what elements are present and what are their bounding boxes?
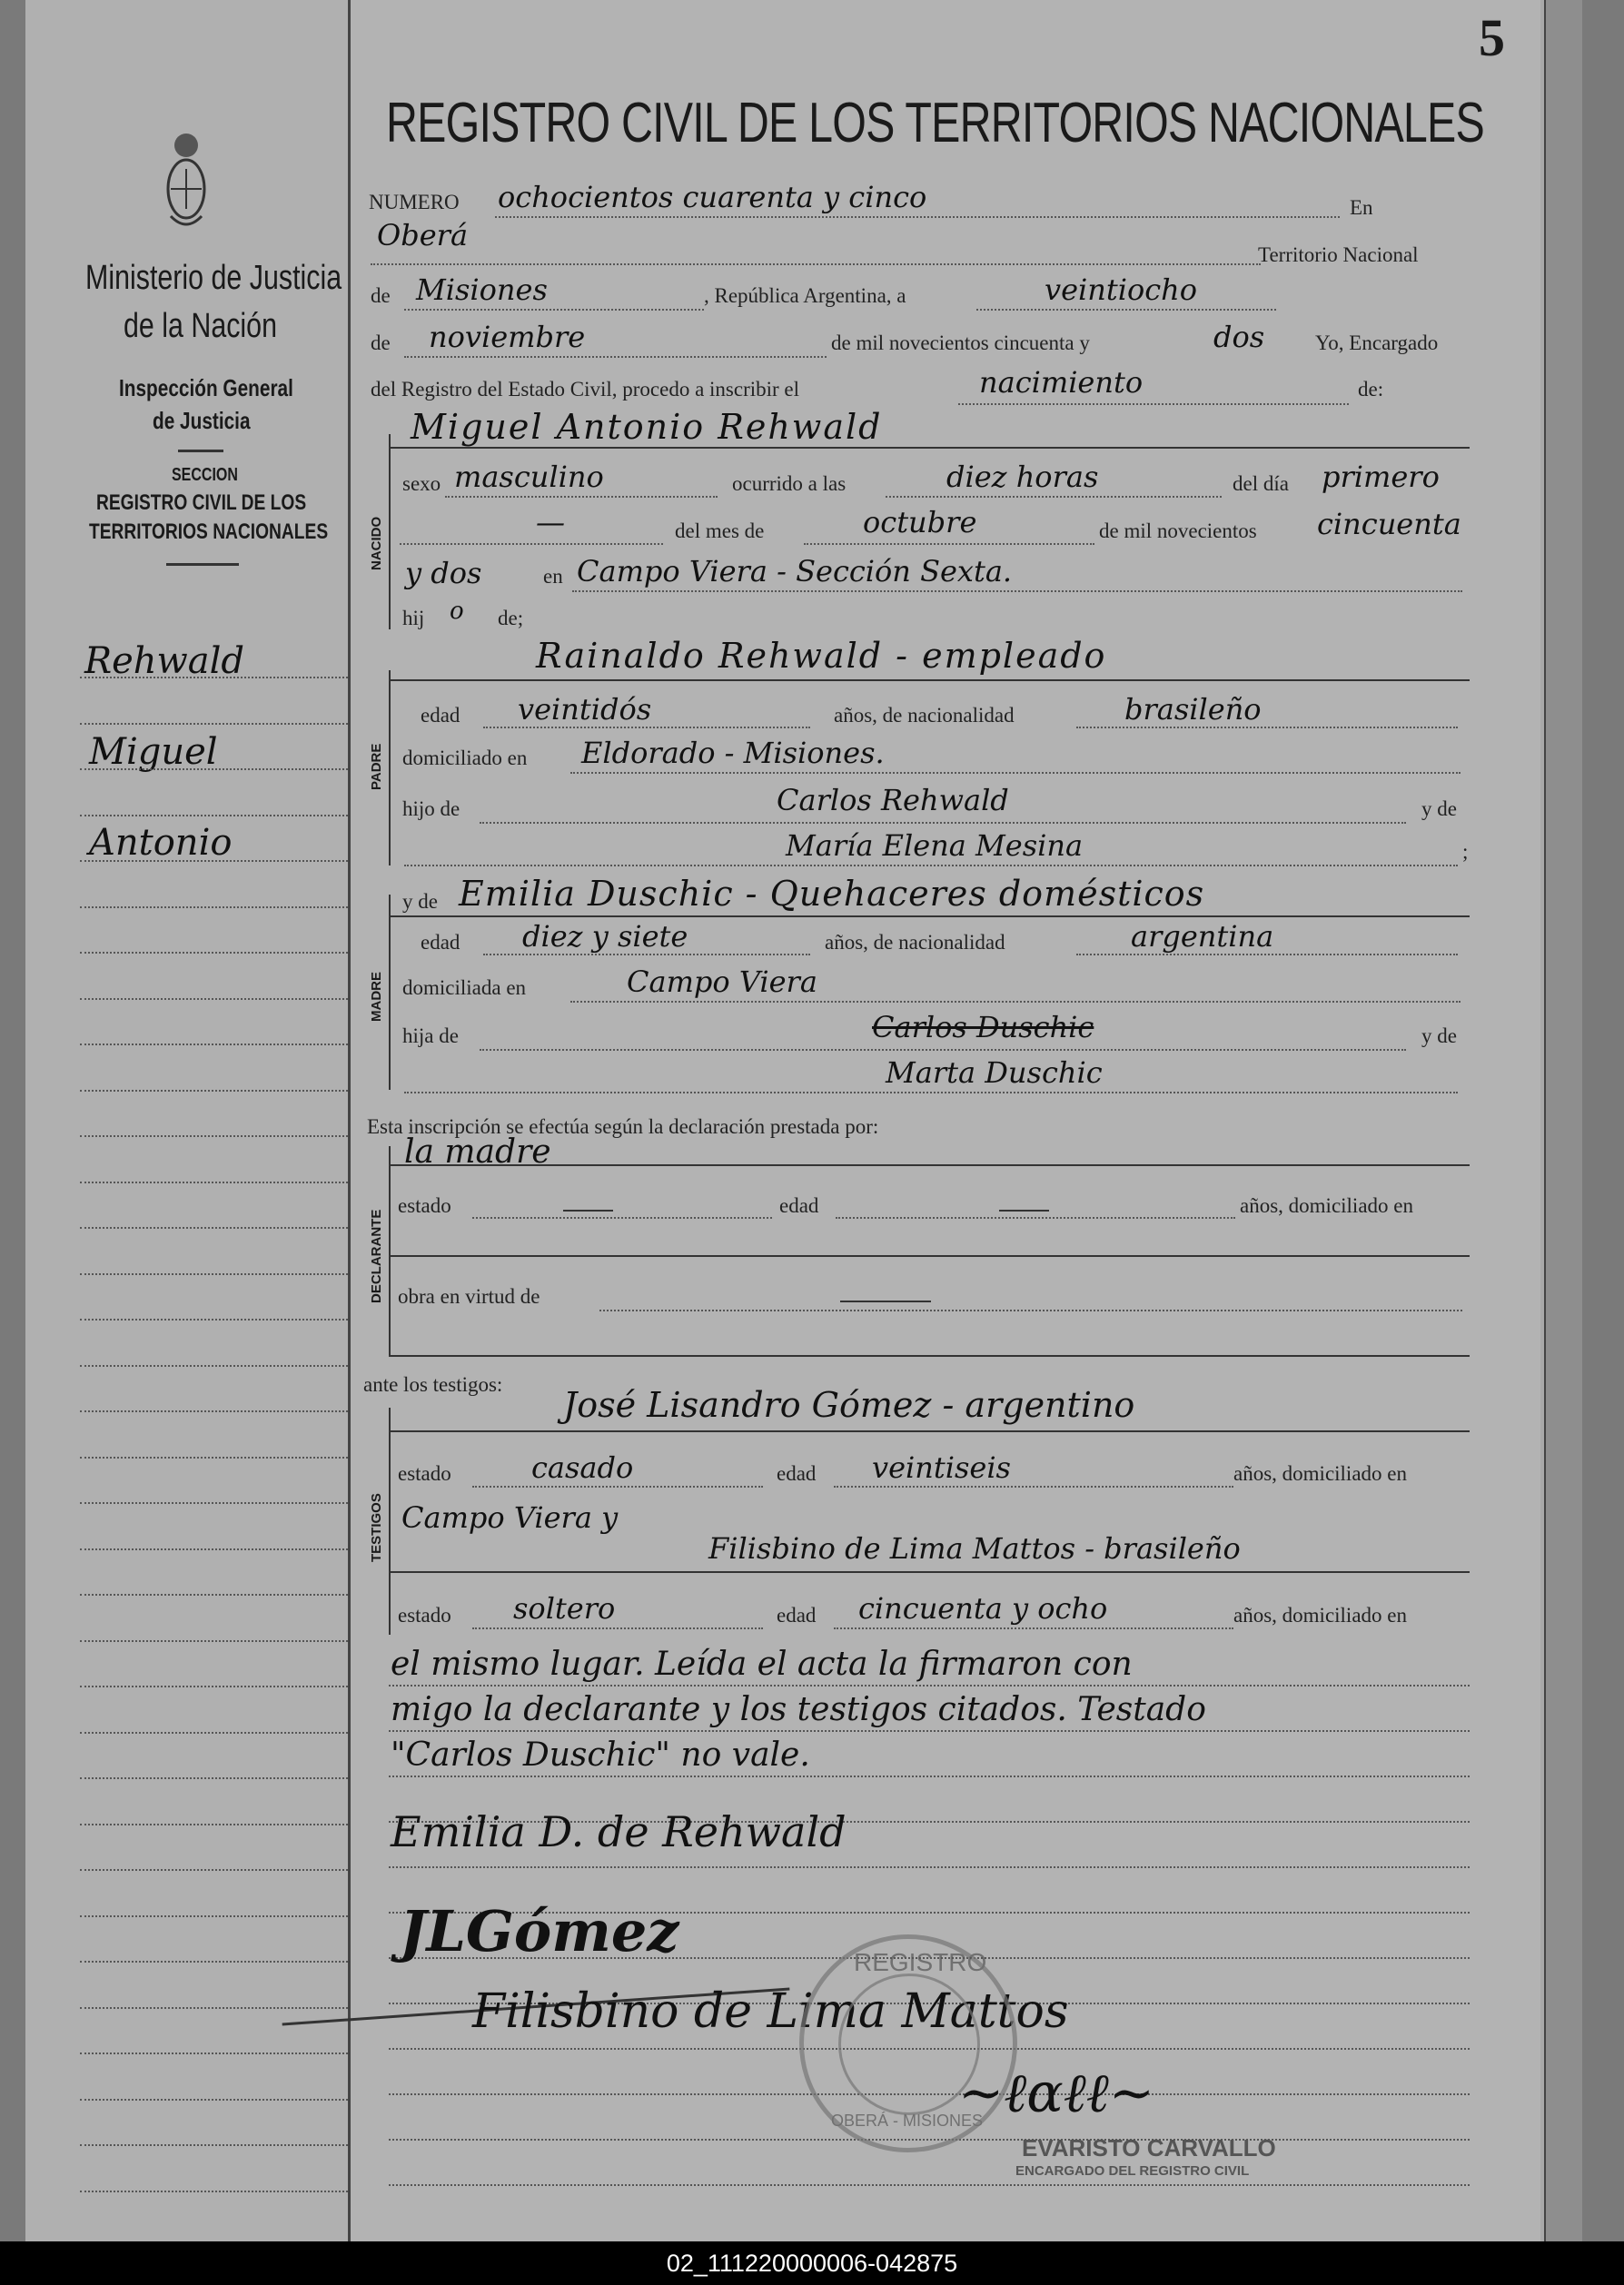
- left-margin-column: [25, 0, 351, 2241]
- margin-surname: Rehwald: [84, 640, 245, 682]
- madre-nac-label: años, de nacionalidad: [825, 931, 1005, 954]
- paternal-grandfather: Carlos Rehwald: [777, 783, 1009, 817]
- dotted-line: [445, 496, 718, 498]
- padre-edad-label: edad: [421, 704, 460, 727]
- de-label-2: de: [371, 331, 391, 354]
- margin-rule: [80, 1824, 348, 1825]
- dotted-line: [472, 1217, 772, 1219]
- w2-edad-value: cincuenta y ocho: [858, 1591, 1108, 1626]
- padre-nac-value: brasileño: [1124, 692, 1262, 727]
- blank-dash: [840, 1301, 931, 1302]
- w1-domicilio: Campo Viera y: [401, 1500, 619, 1535]
- rule: [389, 1430, 1470, 1432]
- dotted-line: [480, 1049, 1406, 1051]
- declaracion-intro: Esta inscripción se efectúa según la declaración prestada por:: [367, 1115, 879, 1138]
- padre-side-label: PADRE: [369, 743, 384, 790]
- dotted-line: [570, 1001, 1461, 1003]
- witness-1-name: José Lisandro Gómez - argentino: [563, 1385, 1135, 1425]
- signature-rule: [389, 2184, 1470, 2186]
- madre-dom-label: domiciliada en: [402, 976, 527, 999]
- declarante-value: la madre: [404, 1133, 551, 1171]
- dotted-line: [958, 403, 1349, 405]
- dotted-line: [371, 263, 1261, 265]
- margin-rule: [80, 1227, 348, 1229]
- hijo-de-label: hijo de: [402, 797, 460, 820]
- y-de-label: y de: [1421, 797, 1457, 820]
- dotted-line: [483, 727, 810, 728]
- de-colon: de:: [1358, 378, 1384, 401]
- registro-label: del Registro del Estado Civil, procedo a inscribir el: [371, 378, 800, 401]
- signature-rule: [389, 1866, 1470, 1868]
- page-number: 5: [1479, 8, 1505, 67]
- ministry-heading-2: de la Nación: [124, 307, 277, 345]
- margin-rule: [80, 952, 348, 954]
- signature-rule: [389, 1730, 1470, 1732]
- dia-value: primero: [1322, 460, 1440, 494]
- rule: [389, 1571, 1470, 1573]
- dotted-line: [404, 1092, 1458, 1093]
- act-value: nacimiento: [979, 365, 1144, 400]
- madre-side-label: MADRE: [369, 972, 384, 1022]
- national-coat-of-arms-icon: [163, 125, 209, 239]
- margin-rule: [80, 1135, 348, 1137]
- margin-rule: [80, 2099, 348, 2101]
- margin-rule: [80, 2191, 348, 2192]
- dotted-line: [1076, 727, 1458, 728]
- padre-dom-label: domiciliado en: [402, 747, 528, 769]
- hijo-value: o: [450, 598, 464, 625]
- margin-rule: [80, 1457, 348, 1459]
- margin-rule: [80, 2007, 348, 2009]
- margin-rule: [80, 1686, 348, 1687]
- paternal-grandmother: María Elena Mesina: [786, 828, 1084, 863]
- section-heading-1: SECCION: [172, 465, 238, 485]
- dotted-line: [400, 543, 663, 545]
- territory-value: Misiones: [416, 272, 548, 307]
- margin-rule: [80, 1915, 348, 1917]
- en-label: En: [1350, 196, 1373, 219]
- dotted-line: [404, 309, 704, 311]
- hora-value: diez horas: [946, 460, 1099, 494]
- margin-rule: [80, 2053, 348, 2054]
- dotted-line: [472, 1486, 763, 1488]
- margin-rule: [80, 815, 348, 816]
- section-heading-3: TERRITORIOS NACIONALES: [89, 519, 329, 544]
- section-bracket: [389, 434, 391, 629]
- dia-label: del día: [1233, 472, 1289, 495]
- anio-label: de mil novecientos: [1099, 519, 1257, 542]
- officer-title-stamp: ENCARGADO DEL REGISTRO CIVIL: [1015, 2163, 1250, 2179]
- numero-label: NUMERO: [369, 191, 460, 213]
- w1-anios-label: años, domiciliado en: [1233, 1462, 1407, 1485]
- father-name: Rainaldo Rehwald - empleado: [536, 636, 1107, 676]
- margin-rule: [80, 1777, 348, 1779]
- obra-label: obra en virtud de: [398, 1285, 540, 1308]
- margin-rule: [80, 1502, 348, 1504]
- mes-label: del mes de: [675, 519, 765, 542]
- margin-rule: [80, 2144, 348, 2146]
- month-value: noviembre: [429, 320, 586, 354]
- dotted-line: [495, 216, 1340, 218]
- anio-value-2: y dos: [405, 556, 482, 590]
- margin-rule: [80, 1594, 348, 1596]
- mother-name: Emilia Duschic - Quehaceres domésticos: [459, 874, 1205, 914]
- section-bracket: [389, 1146, 391, 1355]
- semicolon: ;: [1462, 840, 1469, 863]
- margin-rule: [80, 723, 348, 725]
- de-semicolon: de;: [498, 607, 524, 629]
- margin-rule: [80, 906, 348, 908]
- margin-first-name: Miguel: [89, 731, 218, 773]
- w2-estado-value: soltero: [513, 1591, 616, 1626]
- blank-dash: [999, 1210, 1049, 1212]
- officer-signature: ~ℓαℓℓ~: [958, 2062, 1155, 2125]
- madre-dom-value: Campo Viera: [627, 964, 817, 999]
- birth-place-value: Campo Viera - Sección Sexta.: [577, 554, 1013, 589]
- margin-rule: [80, 860, 348, 862]
- dia-dash: —: [536, 505, 565, 539]
- dotted-line: [886, 496, 1222, 498]
- dotted-line: [599, 1310, 1462, 1311]
- w1-estado-value: casado: [531, 1450, 634, 1485]
- de-label: de: [371, 284, 391, 307]
- rule: [389, 1164, 1470, 1166]
- margin-second-name: Antonio: [89, 822, 233, 864]
- dotted-line: [836, 1217, 1235, 1219]
- dotted-line: [572, 590, 1462, 592]
- day-value: veintiocho: [1045, 272, 1198, 307]
- hija-de-label: hija de: [402, 1024, 459, 1047]
- year-label: de mil novecientos cincuenta y: [831, 331, 1090, 354]
- margin-rule: [80, 1410, 348, 1412]
- margin-rule: [80, 1044, 348, 1045]
- testigos-side-label: TESTIGOS: [369, 1493, 384, 1562]
- hijo-label: hij: [402, 607, 425, 629]
- rule: [389, 447, 1470, 449]
- ocurrido-label: ocurrido a las: [732, 472, 847, 495]
- nacido-side-label: NACIDO: [369, 516, 384, 570]
- w2-edad-label: edad: [777, 1604, 817, 1627]
- image-id-footer: 02_111220000006-042875: [0, 2241, 1624, 2285]
- madre-edad-label: edad: [421, 931, 460, 954]
- divider: [166, 563, 239, 566]
- territorio-label: Territorio Nacional: [1258, 243, 1419, 266]
- anio-value: cincuenta: [1317, 507, 1461, 541]
- madre-y-de: y de: [402, 890, 438, 913]
- dotted-line: [472, 1627, 763, 1629]
- margin-rule: [80, 1869, 348, 1871]
- section-bracket: [389, 895, 391, 1090]
- dotted-line: [570, 772, 1461, 774]
- numero-value: ochocientos cuarenta y cinco: [498, 180, 927, 214]
- maternal-grandmother: Marta Duschic: [886, 1055, 1103, 1090]
- officer-name-stamp: EVARISTO CARVALLO: [1022, 2134, 1276, 2161]
- closing-note-3: "Carlos Duschic" no vale.: [391, 1736, 810, 1774]
- rule: [389, 1355, 1470, 1357]
- w1-edad-value: veintiseis: [872, 1450, 1011, 1485]
- closing-note-1: el mismo lugar. Leída el acta la firmaron con: [391, 1646, 1133, 1683]
- dotted-line: [1076, 954, 1458, 955]
- margin-rule: [80, 1961, 348, 1963]
- margin-rule: [80, 677, 348, 678]
- seal-top-text: REGISTRO: [854, 1948, 987, 1976]
- mes-value: octubre: [863, 505, 977, 539]
- declarante-estado-label: estado: [398, 1194, 451, 1217]
- sexo-value: masculino: [454, 460, 604, 494]
- page-edge: [1544, 0, 1582, 2241]
- margin-rule: [80, 1090, 348, 1092]
- document-title: REGISTRO CIVIL DE LOS TERRITORIOS NACIONALES: [386, 92, 1484, 154]
- year-value: dos: [1213, 320, 1265, 354]
- rule: [389, 1255, 1470, 1257]
- signature-rule: [389, 1685, 1470, 1687]
- padre-dom-value: Eldorado - Misiones.: [581, 736, 885, 770]
- section-bracket: [389, 1408, 391, 1635]
- w2-anios-label: años, domiciliado en: [1233, 1604, 1407, 1627]
- rule: [389, 679, 1470, 681]
- dotted-line: [404, 865, 1458, 866]
- w2-estado-label: estado: [398, 1604, 451, 1627]
- closing-note-2: migo la declarante y los testigos citados. Testado: [391, 1691, 1206, 1728]
- maternal-grandfather: Carlos Duschic: [872, 1010, 1094, 1044]
- padre-edad-value: veintidós: [518, 692, 652, 727]
- dotted-line: [483, 954, 810, 955]
- dotted-line: [834, 1486, 1233, 1488]
- section-heading-2: REGISTRO CIVIL DE LOS: [96, 490, 307, 515]
- witness-2-signature: Filisbino de Lima Mattos: [472, 1984, 1069, 2039]
- margin-rule: [80, 1319, 348, 1321]
- en-label-nacido: en: [543, 565, 563, 588]
- inspection-heading-2: de Justicia: [153, 407, 251, 434]
- padre-nac-label: años, de nacionalidad: [834, 704, 1015, 727]
- margin-rule: [80, 768, 348, 770]
- place-value: Oberá: [377, 218, 469, 252]
- witness-2-name: Filisbino de Lima Mattos - brasileño: [708, 1531, 1241, 1566]
- margin-rule: [80, 1640, 348, 1642]
- sexo-label: sexo: [402, 472, 441, 495]
- margin-rule: [80, 998, 348, 1000]
- blank-dash: [563, 1210, 613, 1212]
- w1-edad-label: edad: [777, 1462, 817, 1485]
- margin-rule: [80, 1365, 348, 1367]
- rule: [389, 915, 1470, 917]
- w1-estado-label: estado: [398, 1462, 451, 1485]
- dotted-line: [976, 309, 1276, 311]
- declarante-side-label: DECLARANTE: [369, 1209, 384, 1303]
- margin-rule: [80, 1182, 348, 1183]
- declarante-anios-label: años, domiciliado en: [1240, 1194, 1413, 1217]
- section-bracket: [389, 670, 391, 866]
- dotted-line: [480, 822, 1406, 824]
- declarant-signature: Emilia D. de Rehwald: [391, 1807, 847, 1856]
- inspection-heading-1: Inspección General: [119, 374, 293, 401]
- testigos-intro: ante los testigos:: [363, 1373, 503, 1396]
- witness-1-signature: JLGómez: [400, 1898, 679, 1964]
- dotted-line: [804, 543, 1094, 545]
- republica-label: , República Argentina, a: [704, 284, 906, 307]
- ministry-heading-1: Ministerio de Justicia: [85, 259, 342, 297]
- divider: [178, 450, 223, 452]
- margin-rule: [80, 1273, 348, 1275]
- margin-rule: [80, 1548, 348, 1550]
- madre-nac-value: argentina: [1131, 919, 1274, 954]
- dotted-line: [834, 1627, 1233, 1629]
- dotted-line: [404, 356, 827, 358]
- declarante-edad-label: edad: [779, 1194, 819, 1217]
- encargado-label: Yo, Encargado: [1315, 331, 1439, 354]
- y-de-label-2: y de: [1421, 1024, 1457, 1047]
- margin-rule: [80, 1732, 348, 1734]
- madre-edad-value: diez y siete: [522, 919, 688, 954]
- child-name: Miguel Antonio Rehwald: [411, 407, 883, 447]
- seal-bottom-text: OBERÁ - MISIONES: [831, 2112, 984, 2130]
- signature-rule: [389, 1776, 1470, 1777]
